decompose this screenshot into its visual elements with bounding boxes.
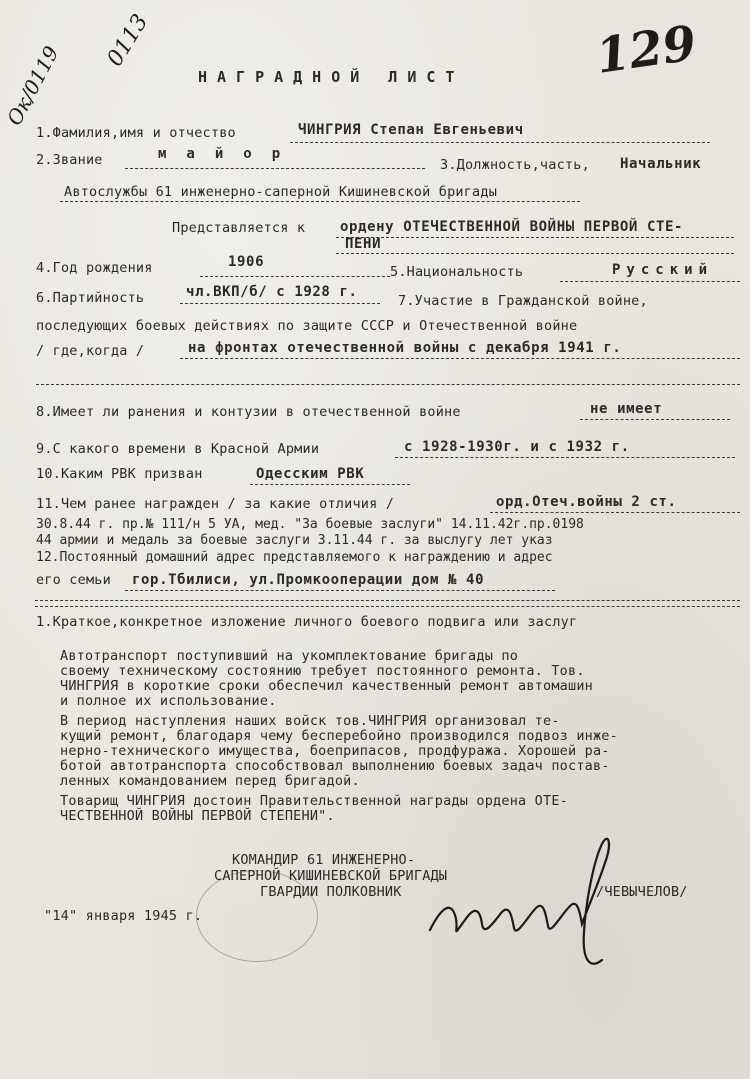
document-title: НАГРАДНОЙ ЛИСТ [198, 68, 465, 86]
summary-line: нерно-технического имущества, боеприпасов, продфуража. Хорошей ра- [60, 743, 610, 759]
separator [35, 600, 740, 607]
presented-value: ордену ОТЕЧЕСТВЕННОЙ ВОЙНЫ ПЕРВОЙ СТЕ- [340, 219, 684, 235]
field-8-label: 8.Имеет ли ранения и контузии в отечественной войне [36, 404, 461, 420]
field-3-value: Начальник [620, 156, 702, 172]
field-1-label: 1.Фамилия,имя и отчество [36, 125, 236, 141]
field-3-continuation: Автослужбы 61 инженерно-саперной Кишиневской бригады [64, 184, 498, 200]
summary-line: своему техническому состоянию требует постоянного ремонта. Тов. [60, 663, 585, 679]
field-10-label: 10.Каким РВК призван [36, 466, 203, 482]
field-9-label: 9.С какого времени в Красной Армии [36, 441, 320, 457]
summary-line: кущий ремонт, благодаря чему бесперебойно производился подвоз инже- [60, 728, 618, 744]
field-2-label: 2.Звание [36, 152, 103, 168]
archive-fond-mark: Ок/0119 [2, 42, 64, 130]
signature-title-line-3: ГВАРДИИ ПОЛКОВНИК [260, 884, 402, 900]
summary-line: и полное их использование. [60, 693, 277, 709]
summary-body [60, 648, 740, 823]
summary-heading: 1.Краткое,конкретное изложение личного боевого подвига или заслуг [36, 614, 578, 630]
field-3-label: 3.Должность,часть, [440, 157, 590, 173]
field-5-value: Русский [612, 262, 714, 278]
field-7-continuation: последующих боевых действиях по защите СССР и Отечественной войне [36, 318, 578, 334]
field-7-value: на фронтах отечественной войны с декабря 1941 г. [188, 340, 622, 356]
summary-line: ботой автотранспорта способствовал выполнению боевых задач постав- [60, 758, 610, 774]
summary-line: В период наступления наших войск тов.ЧИНГРИЯ организовал те- [60, 713, 560, 729]
field-11-line-2: 30.8.44 г. пр.№ 111/н 5 УА, мед. "За боевые заслуги" 14.11.42г.пр.0198 [36, 517, 584, 532]
field-4-value: 1906 [228, 254, 265, 270]
field-9-value: с 1928-1930г. и с 1932 г. [404, 439, 630, 455]
presented-label: Представляется к [172, 220, 306, 236]
archive-number-mark: 0113 [102, 10, 154, 71]
field-12-value: гор.Тбилиси, ул.Промкооперации дом № 40 [132, 572, 485, 588]
summary-line: ленных командованием перед бригадой. [60, 773, 360, 789]
field-10-value: Одесским РВК [256, 466, 365, 482]
field-7-label: 7.Участие в Гражданской войне, [398, 293, 648, 309]
field-2-value: майор [158, 146, 301, 162]
summary-line: Автотранспорт поступивший на укомплектование бригады по [60, 648, 519, 664]
field-4-label: 4.Год рождения [36, 260, 153, 276]
signature-title-line-2: САПЕРНОЙ КИШИНЕВСКОЙ БРИГАДЫ [214, 868, 448, 884]
signature-title-line-1: КОМАНДИР 61 ИНЖЕНЕРНО- [232, 852, 416, 868]
summary-line: ЧЕСТВЕННОЙ ВОЙНЫ ПЕРВОЙ СТЕПЕНИ". [60, 808, 335, 824]
seal-stamp [196, 870, 318, 962]
document-date: "14" января 1945 г. [44, 908, 203, 924]
field-12-label: 12.Постоянный домашний адрес представляемого к награждению и адрес [36, 550, 553, 565]
field-11-line-3: 44 армии и медаль за боевые заслуги 3.11.44 г. за выслугу лет указ [36, 533, 553, 548]
field-6-value: чл.ВКП/б/ с 1928 г. [186, 284, 358, 300]
handwritten-signature [410, 820, 670, 980]
field-12-continuation-label: его семьи [36, 572, 111, 588]
field-6-label: 6.Партийность [36, 290, 145, 306]
field-5-label: 5.Национальность [390, 264, 524, 280]
summary-line: Товарищ ЧИНГРИЯ достоин Правительственной награды ордена ОТЕ- [60, 793, 568, 809]
field-7-where-label: / где,когда / [36, 343, 145, 359]
field-11-label: 11.Чем ранее награжден / за какие отличия / [36, 496, 395, 512]
presented-continuation: ПЕНИ [345, 236, 382, 252]
field-1-value: ЧИНГРИЯ Степан Евгеньевич [298, 122, 524, 138]
field-11-value: орд.Отеч.войны 2 ст. [496, 494, 677, 510]
field-8-value: не имеет [590, 401, 663, 417]
signatory-name: /ЧЕВЫЧЕЛОВ/ [596, 884, 688, 900]
summary-line: ЧИНГРИЯ в короткие сроки обеспечил качественный ремонт автомашин [60, 678, 593, 694]
archive-sheet-number: 129 [592, 15, 700, 85]
